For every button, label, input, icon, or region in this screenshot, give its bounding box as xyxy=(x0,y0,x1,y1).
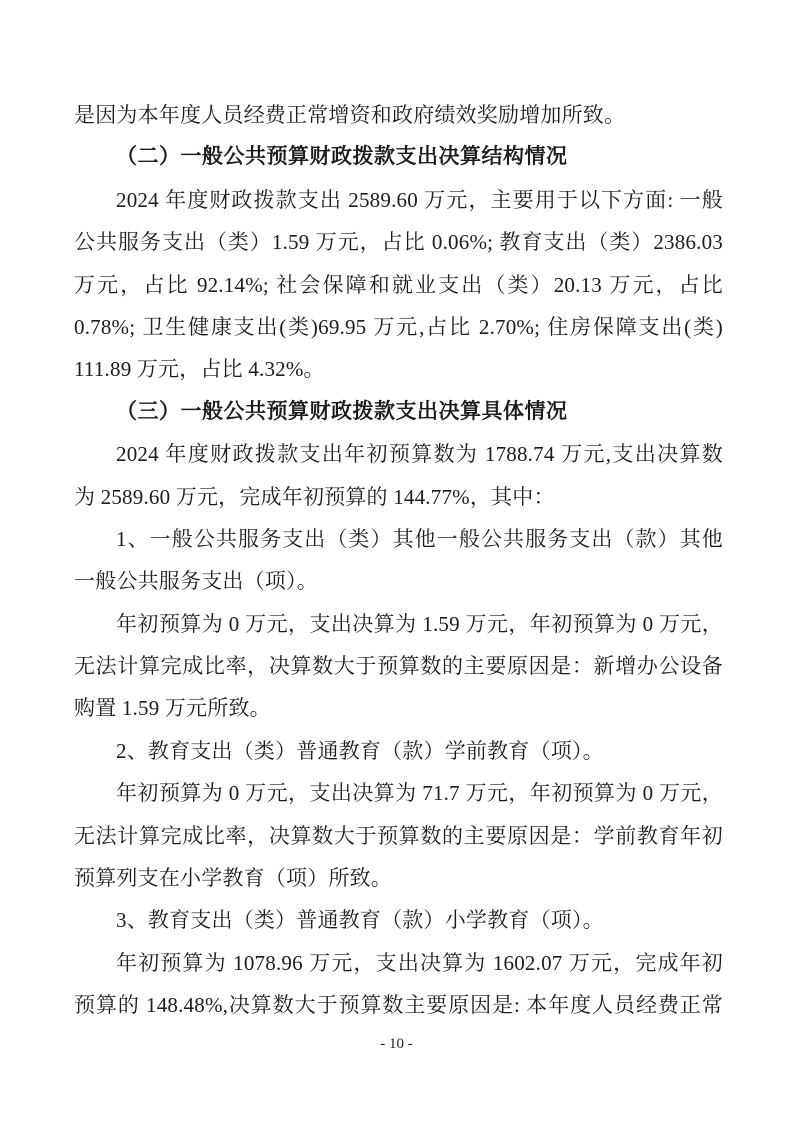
text-line: 2、教育支出（类）普通教育（款）学前教育（项）。 xyxy=(116,738,604,763)
text-line: 年初预算为 0 万元，支出决算为 71.7 万元，年初预算为 0 万元， xyxy=(116,781,723,806)
text-line: 无法计算完成比率，决算数大于预算数的主要原因是：新增办公设备 xyxy=(74,654,723,679)
text-line: 3、教育支出（类）普通教育（款）小学教育（项）。 xyxy=(116,908,604,933)
text-line: 无法计算完成比率，决算数大于预算数的主要原因是：学前教育年初 xyxy=(74,823,723,848)
text-line: 1、一般公共服务支出（类）其他一般公共服务支出（款）其他 xyxy=(116,526,723,551)
section-heading: （三）一般公共预算财政拨款支出决算具体情况 xyxy=(116,399,568,423)
text-line: 公共服务支出（类）1.59 万元，占比 0.06%; 教育支出（类）2386.03 xyxy=(74,230,723,255)
text-line: 年初预算为 1078.96 万元，支出决算为 1602.07 万元，完成年初 xyxy=(116,950,723,975)
text-line: 2024 年度财政拨款支出年初预算数为 1788.74 万元,支出决算数 xyxy=(116,442,723,467)
document-body xyxy=(74,94,723,1027)
text-line: 预算列支在小学教育（项）所致。 xyxy=(74,866,392,891)
text-line: 购置 1.59 万元所致。 xyxy=(74,696,271,721)
text-line: 2024 年度财政拨款支出 2589.60 万元，主要用于以下方面: 一般 xyxy=(116,187,723,212)
text-line: 万元，占比 92.14%; 社会保障和就业支出（类）20.13 万元，占比 xyxy=(74,272,723,297)
text-line: 0.78%; 卫生健康支出(类)69.95 万元,占比 2.70%; 住房保障支出(类) xyxy=(74,314,723,339)
text-line: 为 2589.60 万元，完成年初预算的 144.77%，其中： xyxy=(74,484,555,509)
text-line: 111.89 万元，占比 4.32%。 xyxy=(74,357,325,382)
text-line: 预算的 148.48%,决算数大于预算数主要原因是: 本年度人员经费正常 xyxy=(74,993,723,1018)
page-number: - 10 - xyxy=(380,1036,413,1052)
text-line: 一般公共服务支出（项）。 xyxy=(74,569,318,594)
text-line: 是因为本年度人员经费正常增资和政府绩效奖励增加所致。 xyxy=(74,103,626,127)
text-line: 年初预算为 0 万元，支出决算为 1.59 万元，年初预算为 0 万元， xyxy=(116,611,723,636)
section-heading: （二）一般公共预算财政拨款支出决算结构情况 xyxy=(116,145,568,169)
